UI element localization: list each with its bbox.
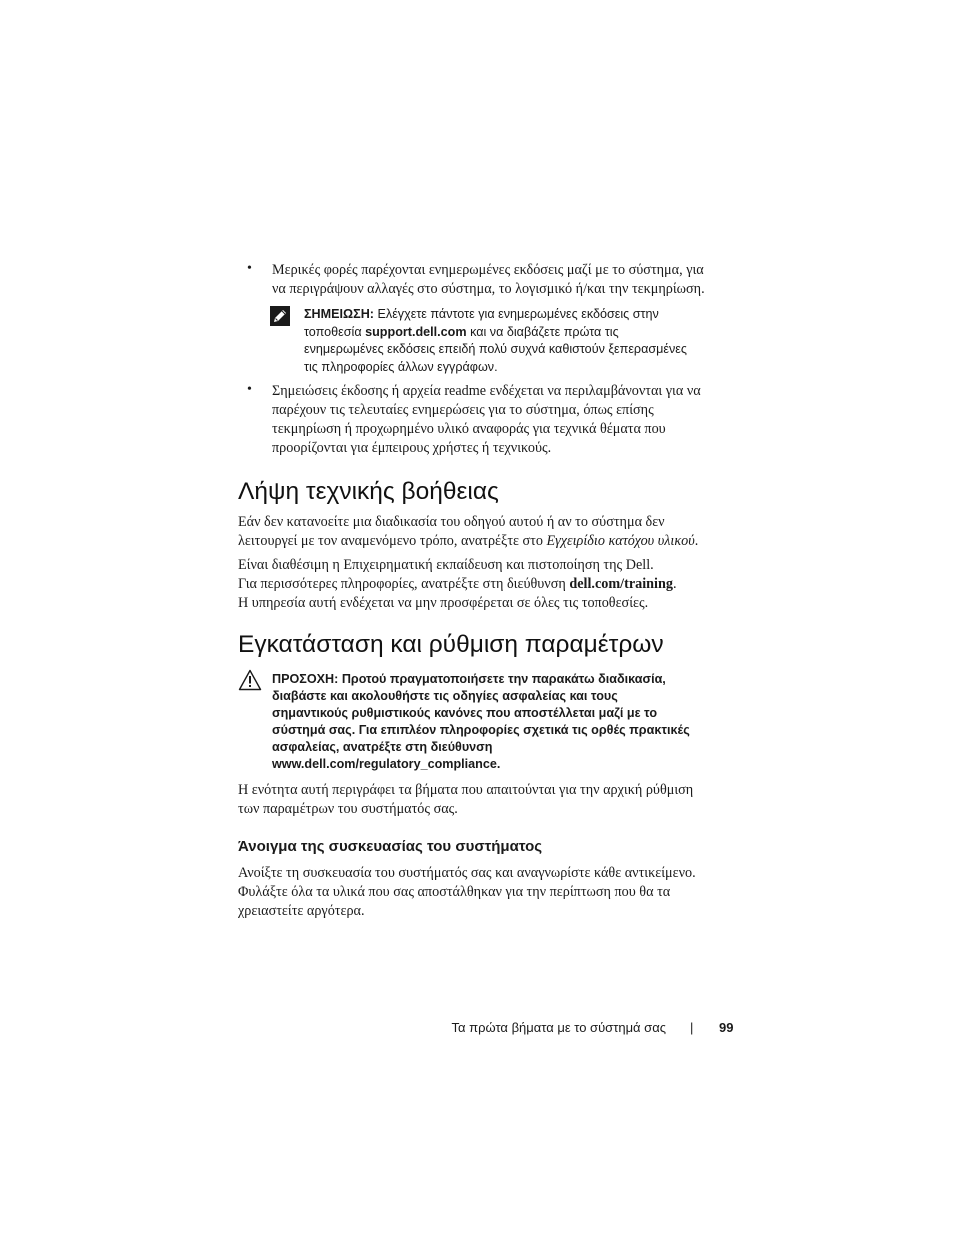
section2-paragraph (238, 781, 748, 819)
paragraph-line: Η υπηρεσία αυτή ενδέχεται να μην προσφέρεται σε όλες τις τοποθεσίες. (238, 595, 649, 611)
note-line (304, 306, 744, 324)
footer-chapter-title: Τα πρώτα βήματα με το σύστημά σας (451, 1020, 666, 1035)
paragraph-text: . (672, 576, 677, 592)
bullet-line: τεκμηρίωση ή προχωρημένο υλικό αναφοράς για τεχνικά θέματα που (272, 421, 666, 437)
bullet-line: παρέχουν τις τελευταίες ενημερώσεις για το σύστημα, όπως επίσης (272, 402, 654, 418)
note-line (304, 324, 744, 342)
manual-title: Εγχειρίδιο κατόχου υλικού (546, 533, 695, 549)
paragraph-line: Η ενότητα αυτή περιγράφει τα βήματα που απαιτούνται για την αρχική ρύθμιση (238, 782, 694, 798)
training-link: dell.com/training (569, 576, 673, 592)
paragraph-line: Ανοίξτε τη συσκευασία του συστήματός σας και αναγνωρίστε κάθε αντικείμενο. (238, 865, 696, 881)
section-heading-technical-help: Λήψη τεχνικής βοήθειας (238, 478, 499, 505)
bullet-marker: • (247, 261, 252, 276)
bullet-item-updates (272, 261, 742, 299)
bullet-item-release-notes (272, 382, 742, 458)
page-number: 99 (719, 1020, 734, 1035)
caution-line: ΠΡΟΣΟΧΗ: Προτού πραγματοποιήσετε την παρακάτω διαδικασία, (272, 672, 666, 686)
note-line: ενημερωμένες εκδόσεις επειδή πολύ συχνά καθιστούν ξεπερασμένες (304, 342, 687, 356)
paragraph-line: χρειαστείτε αργότερα. (238, 903, 365, 919)
paragraph-text: Για περισσότερες πληροφορίες, ανατρέξτε στη διεύθυνση (238, 576, 570, 592)
paragraph-line (238, 532, 748, 551)
bullet-line: να περιγράψουν αλλαγές στο σύστημα, το λογισμικό ή/και την τεκμηρίωση. (272, 281, 705, 297)
note-text: και να διαβάζετε πρώτα τις (466, 324, 619, 339)
note-label: ΣΗΜΕΙΩΣΗ: (304, 307, 374, 321)
note-line: τις πληροφορίες άλλων εγγράφων. (304, 359, 498, 374)
caution-line: www.dell.com/regulatory_compliance. (272, 757, 501, 771)
footer-separator: | (690, 1020, 694, 1035)
paragraph-line (238, 575, 748, 594)
bullet-line: προορίζονται για έμπειρους χρήστες ή τεχνικούς. (272, 440, 552, 456)
note-text: Ελέγχετε πάντοτε για ενημερωμένες εκδόσεις στην (374, 307, 659, 321)
paragraph-text: λειτουργεί με τον αναμενόμενο τρόπο, ανατρέξτε στο (238, 533, 547, 549)
caution-block (272, 671, 742, 773)
caution-line: ασφαλείας, ανατρέξτε στη διεύθυνση (272, 740, 493, 754)
paragraph-line: Φυλάξτε όλα τα υλικά που σας αποστάλθηκαν για την περίπτωση που θα τα (238, 884, 671, 900)
caution-line: σημαντικούς ρυθμιστικούς κανόνες που αποστέλλεται μαζί με το (272, 706, 658, 720)
subsection-heading-unpacking: Άνοιγμα της συσκευασίας του συστήματος (238, 838, 543, 855)
paragraph-line: των παραμέτρων του συστήματός σας. (238, 801, 458, 817)
subsection-paragraph (238, 864, 748, 921)
paragraph-text: . (694, 533, 699, 549)
caution-line: διαβάστε και ακολουθήστε τις οδηγίες ασφαλείας και τους (272, 689, 618, 703)
caution-line: σύστημά σας. Για επιπλέον πληροφορίες σχετικά τις ορθές πρακτικές (272, 723, 690, 737)
section1-paragraph-2 (238, 556, 748, 613)
bullet-marker: • (247, 382, 252, 397)
bullet-line: Σημειώσεις έκδοσης ή αρχεία readme ενδέχεται να περιλαμβάνονται για να (272, 383, 701, 399)
bullet-line: Μερικές φορές παρέχονται ενημερωμένες εκδόσεις μαζί με το σύστημα, για (272, 262, 704, 278)
section1-paragraph-1 (238, 513, 748, 551)
caution-triangle-icon (238, 669, 262, 691)
note-text: τοποθεσία (304, 324, 366, 339)
note-pencil-icon (270, 306, 290, 326)
note-link-support: support.dell.com (365, 324, 467, 339)
paragraph-line: Είναι διαθέσιμη η Επιχειρηματική εκπαίδευση και πιστοποίηση της Dell. (238, 557, 654, 573)
section-heading-installation: Εγκατάσταση και ρύθμιση παραμέτρων (238, 631, 664, 658)
paragraph-line: Εάν δεν κατανοείτε μια διαδικασία του οδηγού αυτού ή αν το σύστημα δεν (238, 514, 665, 530)
note-block (304, 306, 744, 376)
